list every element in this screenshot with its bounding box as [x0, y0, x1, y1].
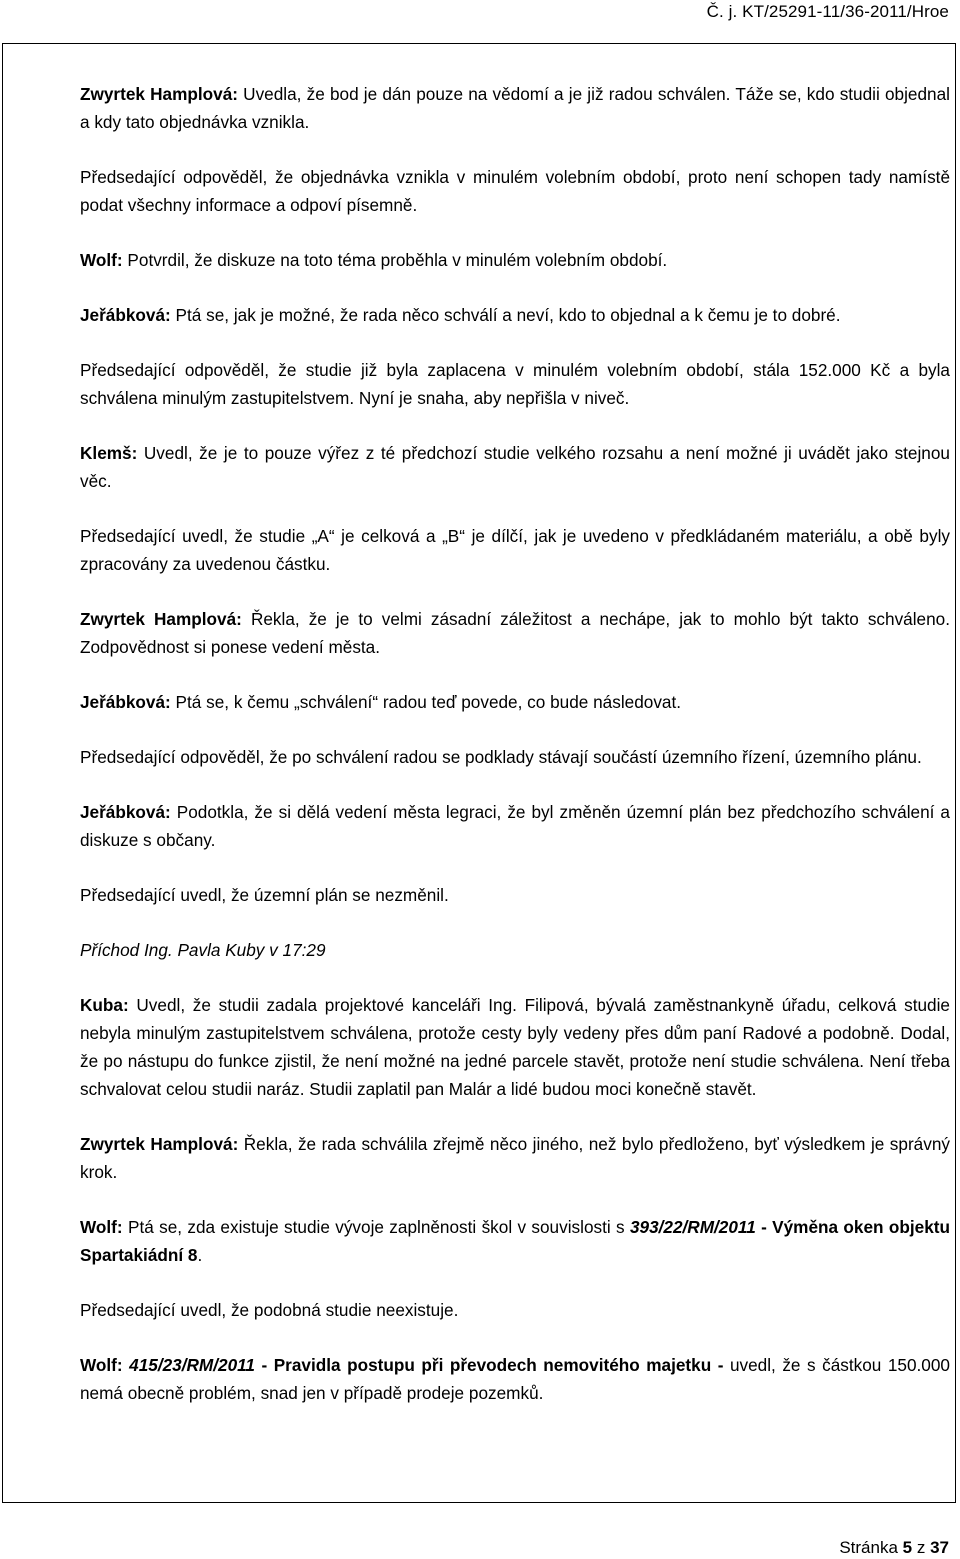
arrival-note-text: Příchod Ing. Pavla Kuby v 17:29: [80, 940, 326, 960]
arrival-note: [80, 936, 950, 964]
paragraph-tail: uvedl, že s částkou 150.000 nemá obecně problém, snad jen v případě prodeje pozemků.: [80, 1355, 950, 1403]
paragraph: [80, 163, 950, 219]
speaker-name: Klemš:: [80, 443, 138, 463]
paragraph: [80, 798, 950, 854]
speaker-name: Wolf:: [80, 1355, 123, 1375]
paragraph: [80, 246, 950, 274]
paragraph: [80, 439, 950, 495]
speaker-name: Jeřábková:: [80, 692, 171, 712]
resolution-ref: 393/22/RM/2011: [629, 1217, 756, 1237]
paragraph-text: Předsedající uvedl, že studie „A“ je celková a „B“ je dílčí, jak je uvedeno v předkládaném materiálu, a obě byly zpracovány za uvedenou částku.: [80, 526, 950, 574]
resolution-title: - Výměna oken objektu Spartakiádní 8: [80, 1217, 950, 1265]
paragraph-text: Podotkla, že si dělá vedení města legraci, že byl změněn územní plán bez předchozího schválení a diskuze s občany.: [80, 802, 950, 850]
paragraph-text: Ptá se, k čemu „schválení“ radou teď povede, co bude následovat.: [170, 692, 682, 712]
paragraph-text: Předsedající odpověděl, že objednávka vznikla v minulém volebním období, proto není schopen tady namístě podat všechny informace a odpoví písemně.: [80, 167, 950, 215]
paragraph: [80, 80, 950, 136]
paragraph: [80, 356, 950, 412]
paragraph-text: Předsedající odpověděl, že po schválení radou se podklady stávají součástí územního řízení, územního plánu.: [80, 747, 922, 767]
paragraph-text: Ptá se, jak je možné, že rada něco schválí a neví, kdo to objednal a k čemu je to dobré.: [170, 305, 841, 325]
paragraph-text: Předsedající uvedl, že podobná studie neexistuje.: [80, 1300, 459, 1320]
speaker-name: Jeřábková:: [80, 802, 171, 822]
paragraph: [80, 1213, 950, 1269]
speaker-name: Wolf:: [80, 250, 123, 270]
paragraph-text: Uvedl, že je to pouze výřez z té předchozí studie velkého rozsahu a není možné ji uvádět jako stejnou věc.: [80, 443, 950, 491]
paragraph: [80, 688, 950, 716]
paragraph: [80, 991, 950, 1103]
paragraph: [80, 1130, 950, 1186]
paragraph-text: Potvrdil, že diskuze na toto téma proběhla v minulém volebním období.: [122, 250, 668, 270]
paragraph: [80, 301, 950, 329]
paragraph: [80, 743, 950, 771]
resolution-title: - Pravidla postupu při převodech nemovitého majetku -: [254, 1355, 724, 1375]
speaker-name: Zwyrtek Hamplová:: [80, 84, 238, 104]
document-reference: Č. j. KT/25291-11/36-2011/Hroe: [706, 2, 949, 21]
speaker-name: Kuba:: [80, 995, 129, 1015]
page-number: [839, 1538, 949, 1558]
paragraph-text: Předsedající odpověděl, že studie již byla zaplacena v minulém volebním období, stála 152.000 Kč a byla schválena minulým zastupitelstvem. Nyní je snaha, aby nepřišla v niveč.: [80, 360, 950, 408]
minutes-body: [80, 80, 950, 1434]
paragraph-text: Předsedající uvedl, že územní plán se nezměnil.: [80, 885, 449, 905]
paragraph: [80, 522, 950, 578]
paragraph-tail: .: [197, 1245, 203, 1265]
total-pages: 37: [930, 1538, 949, 1557]
page-label: Stránka: [839, 1538, 898, 1557]
speaker-name: Wolf:: [80, 1217, 123, 1237]
page-of: z: [916, 1538, 926, 1557]
paragraph-text: Uvedla, že bod je dán pouze na vědomí a je již radou schválen. Táže se, kdo studii objednal a kdy tato objednávka vznikla.: [80, 84, 950, 132]
paragraph-text: Řekla, že je to velmi zásadní záležitost a nechápe, jak to mohlo být takto schváleno. Zodpovědnost si ponese vedení města.: [80, 609, 950, 657]
current-page: 5: [902, 1538, 913, 1557]
speaker-name: Jeřábková:: [80, 305, 171, 325]
paragraph: [80, 1351, 950, 1407]
resolution-ref: 415/23/RM/2011: [129, 1355, 255, 1375]
paragraph: [80, 605, 950, 661]
paragraph-text: Řekla, že rada schválila zřejmě něco jiného, než bylo předloženo, byť výsledkem je správný krok.: [80, 1134, 950, 1182]
speaker-name: Zwyrtek Hamplová:: [80, 609, 242, 629]
paragraph-text: Uvedl, že studii zadala projektové kanceláři Ing. Filipová, bývalá zaměstnankyně úřadu, celková studie nebyla minulým zastupitelstvem schválena, protože cesty byly vedeny přes dům paní Radové a podobně. Dodal, že po nástupu do funkce zjistil, že není možné na jedné parcele stavět, protože není studie schválena. Není třeba schvalovat celou studii naráz. Studii zaplatil pan Malár a lidé budou moci konečně stavět.: [80, 995, 950, 1099]
speaker-name: Zwyrtek Hamplová:: [80, 1134, 239, 1154]
paragraph-text: Ptá se, zda existuje studie vývoje zaplněnosti škol v souvislosti s: [122, 1217, 630, 1237]
paragraph: [80, 881, 950, 909]
paragraph: [80, 1296, 950, 1324]
